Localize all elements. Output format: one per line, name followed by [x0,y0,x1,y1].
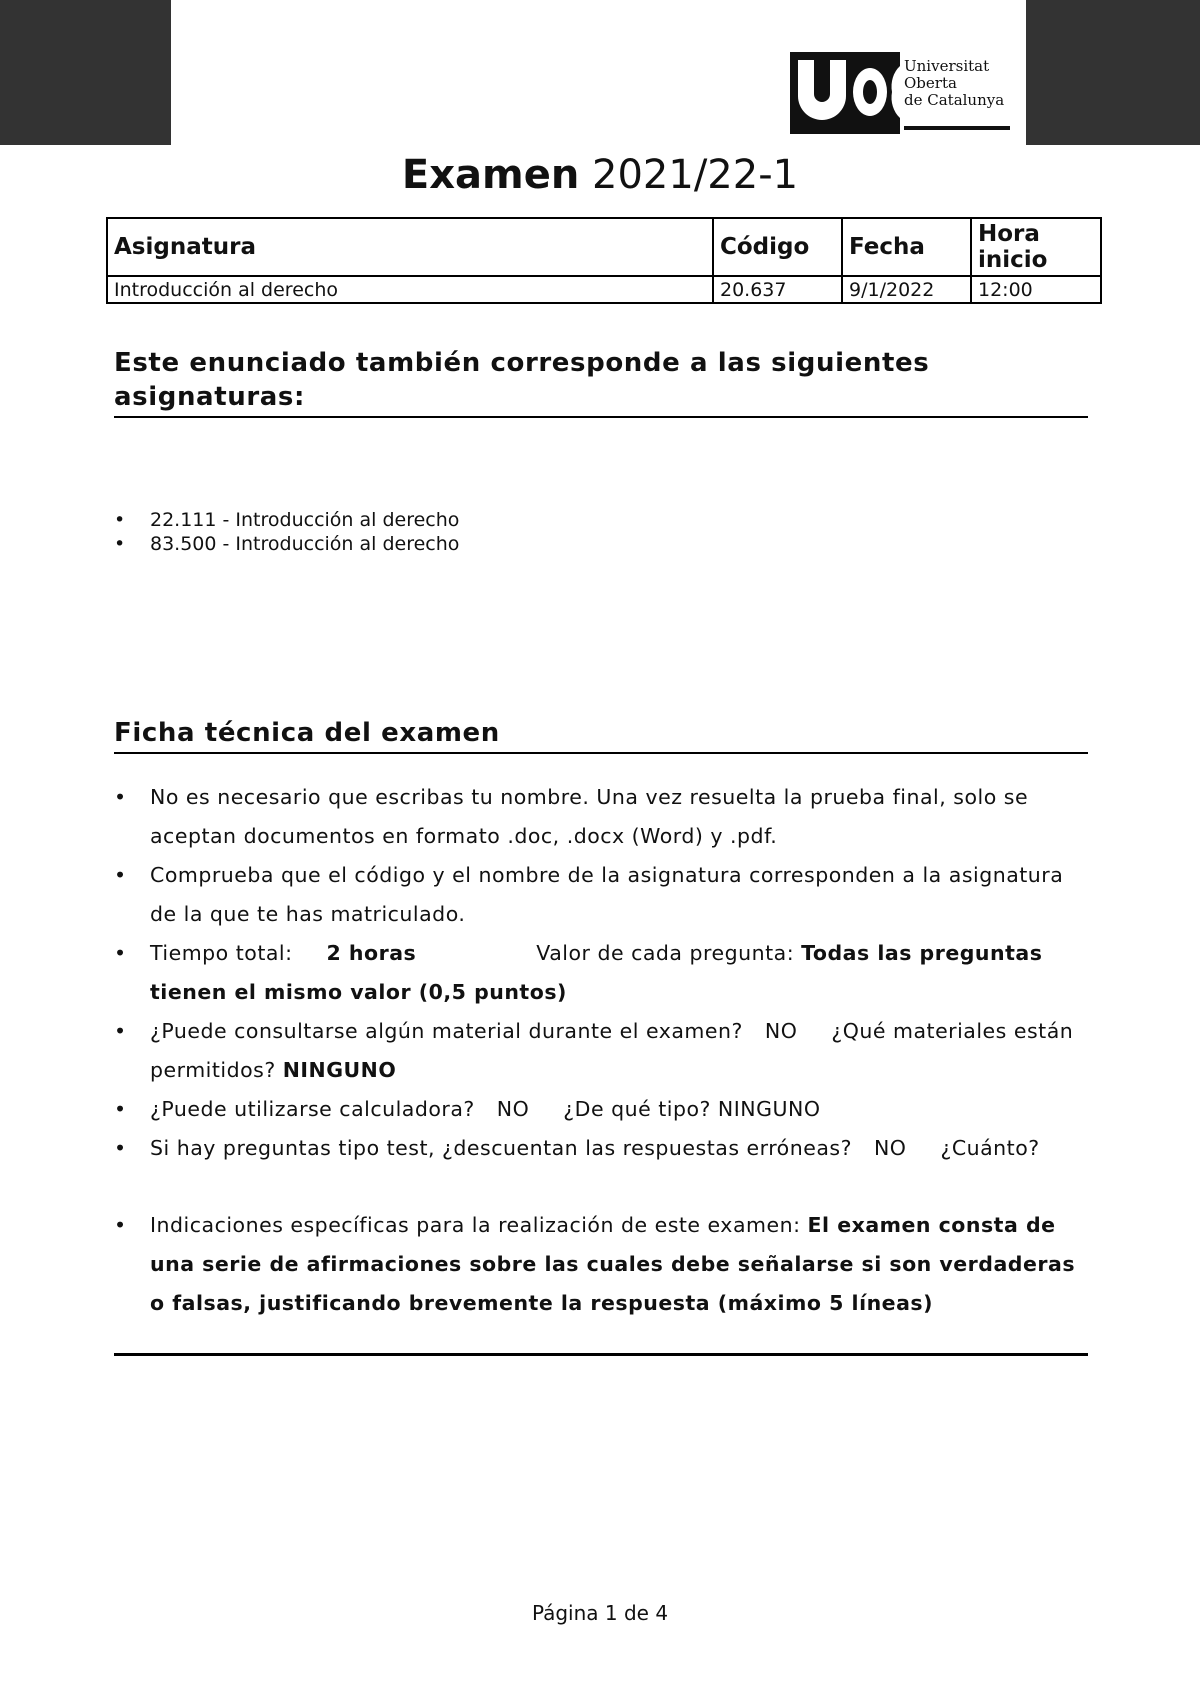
value-label: Valor de cada pregunta: [536,941,795,965]
exam-title-term: 2021/22-1 [592,152,799,198]
cell-codigo: 20.637 [713,276,842,303]
cell-fecha: 9/1/2022 [842,276,971,303]
calculator-answer: NO [496,1097,530,1121]
materials-answer: NO [764,1019,798,1043]
value-value: Todas las preguntas tienen el mismo valor (0,5 puntos) [150,941,1043,1004]
penalty-question: Si hay preguntas tipo test, ¿descuentan las respuestas erróneas? [150,1136,852,1160]
header-asignatura: Asignatura [107,218,713,276]
exam-title-word: Examen [401,152,580,198]
exam-info-table [106,217,1102,304]
exam-title [0,150,1200,200]
fact-submission-format [114,778,1088,856]
materials-question: ¿Puede consultarse algún material durante el examen? [150,1019,743,1043]
header-fecha: Fecha [842,218,971,276]
fact-check-subject [114,856,1088,934]
fact-text: No es necesario que escribas tu nombre. Una vez resuelta la prueba final, solo se aceptan documentos en formato .doc, .docx (Word) y .pdf. [150,785,1029,848]
fact-specific-instructions [114,1206,1088,1323]
calculator-question: ¿Puede utilizarse calculadora? [150,1097,475,1121]
logo-line: Universitat [904,57,990,75]
table-header-row [107,218,1101,276]
ficha-tecnica-heading: Ficha técnica del examen [114,716,1088,754]
fact-calculator [114,1090,1088,1129]
logo-line: Oberta [904,74,957,92]
ficha-tecnica-list [114,778,1088,1323]
calculator-type-question: ¿De qué tipo? [563,1097,711,1121]
fact-text: Comprueba que el código y el nombre de la asignatura corresponden a la asignatura de la que te has matriculado. [150,863,1064,926]
table-row [107,276,1101,303]
page-footer: Página 1 de 4 [531,1601,669,1625]
calculator-type-answer: NINGUNO [717,1097,821,1121]
section-bottom-rule [114,1353,1088,1356]
penalty-amount-question: ¿Cuánto? [940,1136,1040,1160]
materials-allowed-question: ¿Qué materiales están permitidos? [150,1019,1074,1082]
also-applies-list [114,508,459,556]
uoc-logo-text [904,58,1004,109]
fact-time-and-value [114,934,1088,1012]
list-item: • 83.500 - Introducción al derecho [114,532,459,556]
logo-rule [904,126,1010,130]
also-applies-heading: Este enunciado también corresponde a las siguientes asignaturas: [114,346,1088,418]
uoc-logo [790,52,1010,134]
corner-block-right [1026,0,1200,145]
instructions-value: El examen consta de una serie de afirmaciones sobre las cuales debe señalarse si son verdaderas o falsas, justificando brevemente la respuesta (máximo 5 líneas) [150,1213,1076,1315]
cell-asignatura: Introducción al derecho [107,276,713,303]
corner-block-left [0,0,171,145]
time-value: 2 horas [326,941,417,965]
time-label: Tiempo total: [150,941,293,965]
materials-allowed-answer: NINGUNO [282,1058,397,1082]
uoc-logo-mark [790,52,900,134]
penalty-answer: NO [873,1136,907,1160]
logo-line: de Catalunya [904,91,1005,109]
header-codigo: Código [713,218,842,276]
list-item: • 22.111 - Introducción al derecho [114,508,459,532]
cell-hora-inicio: 12:00 [971,276,1101,303]
header-hora-inicio: Hora inicio [971,218,1101,276]
fact-materials [114,1012,1088,1090]
instructions-label: Indicaciones específicas para la realización de este examen: [150,1213,801,1237]
fact-test-penalty [114,1129,1088,1168]
